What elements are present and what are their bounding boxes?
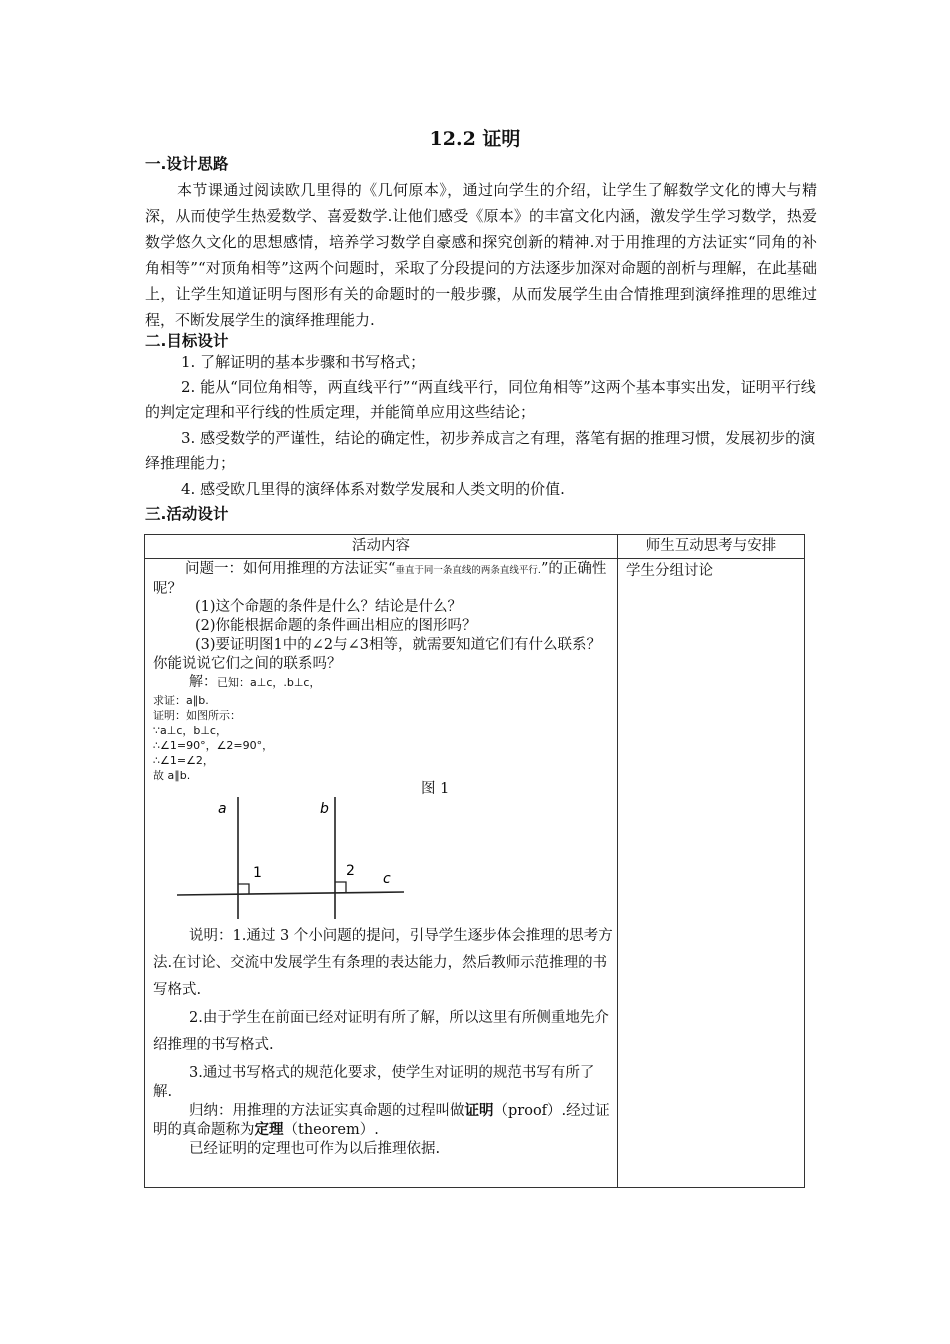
section-heading-design: 一.设计思路: [145, 155, 229, 173]
right-angle-mark-2: [335, 882, 346, 893]
arrangement-cell: 学生分组讨论: [618, 559, 805, 1188]
question-proposition: 垂直于同一条直线的两条直线平行.: [395, 565, 541, 576]
solution-line: ∴∠1=90°，∠2=90°，: [153, 739, 274, 752]
label-angle-1: 1: [253, 865, 262, 881]
goal-item: 4. 感受欧几里得的演绎体系对数学发展和人类文明的价值.: [181, 480, 565, 498]
goal-item: 2. 能从“同位角相等，两直线平行”“两直线平行，同位角相等”这两个基本事实出发，证明平行线的判定定理和平行线的性质定理，并能简单应用这些结论；: [145, 378, 816, 421]
question-intro: 问题一：如何用推理的方法证实“: [185, 561, 396, 577]
explanation-note: 3.通过书写格式的规范化要求，使学生对证明的规范书写有所了解.: [153, 1065, 595, 1100]
line-c: [177, 892, 404, 895]
solution-line: 故 a∥b.: [153, 769, 191, 782]
figure-caption: 图 1: [421, 781, 450, 797]
column-header-arrangement: 师生互动思考与安排: [618, 535, 805, 559]
label-c: c: [383, 871, 391, 887]
goal-item: 3. 感受数学的严谨性，结论的确定性，初步养成言之有理，落笔有据的推理习惯，发展初步的演绎推理能力；: [145, 429, 816, 472]
term-proof: 证明: [464, 1103, 494, 1119]
closing-line: 已经证明的定理也可作为以后推理依据.: [189, 1141, 441, 1157]
solution-line: ∵a⊥c，b⊥c，: [153, 724, 227, 737]
perpendicular-lines-figure: [169, 791, 409, 921]
sub-question: (1)这个命题的条件是什么？结论是什么？: [195, 599, 463, 615]
page-title: 12.2 证明: [429, 128, 521, 150]
design-paragraph: 本节课通过阅读欧几里得的《几何原本》，通过向学生的介绍，让学生了解数学文化的博大与精深，从而使学生热爱数学、喜爱数学.让他们感受《原本》的丰富文化内涵，激发学生学习数学，热爱数学悠久文化的思想感情，培养学习数学自豪感和探究创新的精神.对于用推理的方法证实“同角的补角相等”“对顶角相等”这两个问题时，采取了分段提问的方法逐步加深对命题的剖析与理解，在此基础上，让学生知道证明与图形有关的命题时的一般步骤，从而发展学生由合情推理到演绎推理的思维过程，不断发展学生的演绎推理能力.: [145, 181, 817, 329]
solution-label: 解：已知：a⊥c，.b⊥c，: [189, 674, 321, 690]
solution-line: 求证：a∥b.: [153, 694, 209, 707]
label-a: a: [218, 801, 227, 817]
goal-item: 1. 了解证明的基本步骤和书写格式；: [181, 353, 426, 371]
solution-line: ∴∠1=∠2，: [153, 754, 214, 767]
question-end: ”的正确性呢？: [153, 561, 607, 597]
solution-line: 证明：如图所示：: [153, 709, 241, 722]
label-angle-2: 2: [346, 863, 355, 879]
section-heading-activity: 三.活动设计: [145, 505, 229, 523]
sub-question: (3)要证明图1中的∠2与∠3相等，就需要知道它们有什么联系？你能说说它们之间的联系吗？: [153, 637, 602, 672]
term-theorem: 定理: [254, 1122, 284, 1138]
explanation-note: 2.由于学生在前面已经对证明有所了解，所以这里有所侧重地先介绍推理的书写格式.: [153, 1010, 609, 1053]
section-heading-goals: 二.目标设计: [145, 332, 229, 350]
right-angle-mark-1: [238, 884, 249, 894]
sub-question: (2)你能根据命题的条件画出相应的图形吗？: [195, 618, 477, 634]
label-b: b: [320, 801, 329, 817]
explanation-note: 说明：1.通过 3 个小问题的提问，引导学生逐步体会推理的思考方法.在讨论、交流中发展学生有条理的表达能力，然后教师示范推理的书写格式.: [153, 928, 613, 998]
question-one: [145, 560, 615, 599]
activity-table: [144, 534, 805, 1188]
column-header-content: 活动内容: [145, 535, 618, 559]
activity-content-cell: [145, 559, 618, 1188]
summary: 归纳：用推理的方法证实真命题的过程叫做证明（proof）.经过证明的真命题称为定理（theorem）.: [153, 1103, 610, 1138]
